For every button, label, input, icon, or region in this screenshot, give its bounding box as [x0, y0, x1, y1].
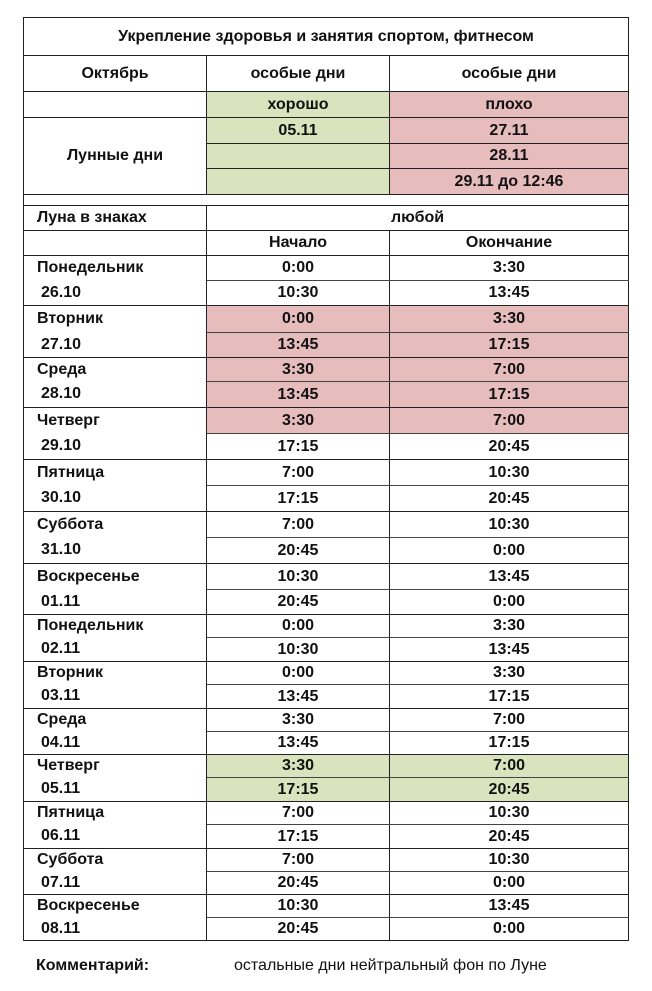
slot-start-time: 3:30	[207, 358, 390, 382]
slot-start-time: 13:45	[207, 685, 390, 709]
slot-start-time: 17:15	[207, 434, 390, 460]
table-row	[24, 918, 629, 941]
good-header: хорошо	[207, 92, 390, 118]
slot-end-time: 13:45	[390, 895, 629, 918]
slot-end-time: 20:45	[390, 434, 629, 460]
slot-start-time: 3:30	[207, 709, 390, 732]
slot-end-time: 20:45	[390, 825, 629, 849]
slot-start-time: 3:30	[207, 755, 390, 778]
slot-end-time: 17:15	[390, 685, 629, 709]
slot-end-time: 7:00	[390, 358, 629, 382]
day-date: 04.11	[24, 732, 207, 755]
table-row	[24, 802, 629, 825]
slot-end-time: 13:45	[390, 281, 629, 306]
slot-start-time: 10:30	[207, 564, 390, 590]
day-name: Понедельник	[24, 256, 207, 281]
table-row	[24, 732, 629, 755]
table-row	[24, 358, 629, 382]
lunar-good-day: 05.11	[207, 118, 390, 144]
day-name: Суббота	[24, 512, 207, 538]
slot-start-time: 10:30	[207, 281, 390, 306]
slot-start-time: 20:45	[207, 538, 390, 564]
table-row	[24, 382, 629, 408]
table-row	[24, 755, 629, 778]
day-name: Вторник	[24, 306, 207, 333]
table-row	[24, 281, 629, 306]
slot-start-time: 20:45	[207, 590, 390, 615]
slot-end-time: 0:00	[390, 918, 629, 941]
slot-end-time: 17:15	[390, 382, 629, 408]
slot-start-time: 20:45	[207, 918, 390, 941]
day-date: 01.11	[24, 590, 207, 615]
slot-end-time: 7:00	[390, 755, 629, 778]
day-name: Воскресенье	[24, 895, 207, 918]
slot-start-time: 3:30	[207, 408, 390, 434]
table-row	[24, 486, 629, 512]
table-row	[24, 590, 629, 615]
lunar-good-day	[207, 169, 390, 195]
slot-end-time: 17:15	[390, 732, 629, 755]
slot-start-time: 0:00	[207, 662, 390, 685]
comment-text: остальные дни нейтральный фон по Луне	[234, 957, 547, 974]
table-row	[24, 333, 629, 358]
lunar-days-label: Лунные дни	[24, 118, 207, 195]
lunar-good-day	[207, 144, 390, 169]
slot-start-time: 13:45	[207, 333, 390, 358]
slot-end-time: 7:00	[390, 709, 629, 732]
slot-end-time: 20:45	[390, 778, 629, 802]
slot-start-time: 10:30	[207, 895, 390, 918]
table-row	[24, 306, 629, 333]
slot-end-time: 7:00	[390, 408, 629, 434]
slot-start-time: 7:00	[207, 802, 390, 825]
empty-cell	[24, 92, 207, 118]
slot-start-time: 0:00	[207, 306, 390, 333]
table-row	[24, 849, 629, 872]
slot-start-time: 0:00	[207, 615, 390, 638]
table-row	[24, 434, 629, 460]
table-row	[24, 872, 629, 895]
slot-start-time: 17:15	[207, 778, 390, 802]
day-date: 05.11	[24, 778, 207, 802]
slot-end-time: 13:45	[390, 638, 629, 662]
slot-end-time: 0:00	[390, 538, 629, 564]
day-date: 31.10	[24, 538, 207, 564]
day-date: 08.11	[24, 918, 207, 941]
comment-label: Комментарий:	[36, 957, 150, 974]
day-date: 27.10	[24, 333, 207, 358]
day-name: Суббота	[24, 849, 207, 872]
slot-end-time: 0:00	[390, 872, 629, 895]
moon-signs-label: Луна в знаках	[24, 206, 207, 231]
slot-start-time: 0:00	[207, 256, 390, 281]
slot-start-time: 7:00	[207, 512, 390, 538]
start-header: Начало	[207, 231, 390, 256]
day-date: 02.11	[24, 638, 207, 662]
day-name: Пятница	[24, 460, 207, 486]
day-name: Среда	[24, 709, 207, 732]
slot-end-time: 20:45	[390, 486, 629, 512]
slot-end-time: 3:30	[390, 615, 629, 638]
slot-start-time: 20:45	[207, 872, 390, 895]
slot-start-time: 10:30	[207, 638, 390, 662]
lunar-bad-day: 27.11	[390, 118, 629, 144]
table-row	[24, 685, 629, 709]
special-days-header-good: особые дни	[207, 56, 390, 92]
table-row	[24, 538, 629, 564]
moon-signs-value: любой	[207, 206, 629, 231]
day-name: Воскресенье	[24, 564, 207, 590]
day-name: Среда	[24, 358, 207, 382]
day-date: 03.11	[24, 685, 207, 709]
day-name: Пятница	[24, 802, 207, 825]
slot-start-time: 13:45	[207, 732, 390, 755]
day-name: Четверг	[24, 408, 207, 434]
month-header: Октябрь	[24, 56, 207, 92]
special-days-header-bad: особые дни	[390, 56, 629, 92]
slot-start-time: 17:15	[207, 825, 390, 849]
slot-end-time: 10:30	[390, 802, 629, 825]
table-row	[24, 825, 629, 849]
table-row	[24, 256, 629, 281]
table-row	[24, 638, 629, 662]
empty-cell	[24, 231, 207, 256]
day-date: 26.10	[24, 281, 207, 306]
table-row	[24, 615, 629, 638]
table-row	[24, 662, 629, 685]
bad-header: плохо	[390, 92, 629, 118]
day-date: 06.11	[24, 825, 207, 849]
table-row	[24, 895, 629, 918]
lunar-bad-day: 28.11	[390, 144, 629, 169]
day-date: 29.10	[24, 434, 207, 460]
table-row	[24, 709, 629, 732]
slot-end-time: 10:30	[390, 512, 629, 538]
schedule-table	[23, 17, 629, 941]
slot-end-time: 10:30	[390, 460, 629, 486]
slot-start-time: 7:00	[207, 849, 390, 872]
table-row	[24, 408, 629, 434]
table-row	[24, 512, 629, 538]
slot-start-time: 7:00	[207, 460, 390, 486]
day-name: Вторник	[24, 662, 207, 685]
day-name: Четверг	[24, 755, 207, 778]
day-date: 30.10	[24, 486, 207, 512]
day-name: Понедельник	[24, 615, 207, 638]
slot-start-time: 17:15	[207, 486, 390, 512]
slot-start-time: 13:45	[207, 382, 390, 408]
slot-end-time: 3:30	[390, 306, 629, 333]
slot-end-time: 13:45	[390, 564, 629, 590]
slot-end-time: 17:15	[390, 333, 629, 358]
table-title: Укрепление здоровья и занятия спортом, фитнесом	[24, 18, 629, 56]
table-row	[24, 460, 629, 486]
day-date: 28.10	[24, 382, 207, 408]
slot-end-time: 10:30	[390, 849, 629, 872]
slot-end-time: 0:00	[390, 590, 629, 615]
table-row	[24, 564, 629, 590]
lunar-bad-day: 29.11 до 12:46	[390, 169, 629, 195]
slot-end-time: 3:30	[390, 256, 629, 281]
end-header: Окончание	[390, 231, 629, 256]
day-date: 07.11	[24, 872, 207, 895]
slot-end-time: 3:30	[390, 662, 629, 685]
table-row	[24, 778, 629, 802]
